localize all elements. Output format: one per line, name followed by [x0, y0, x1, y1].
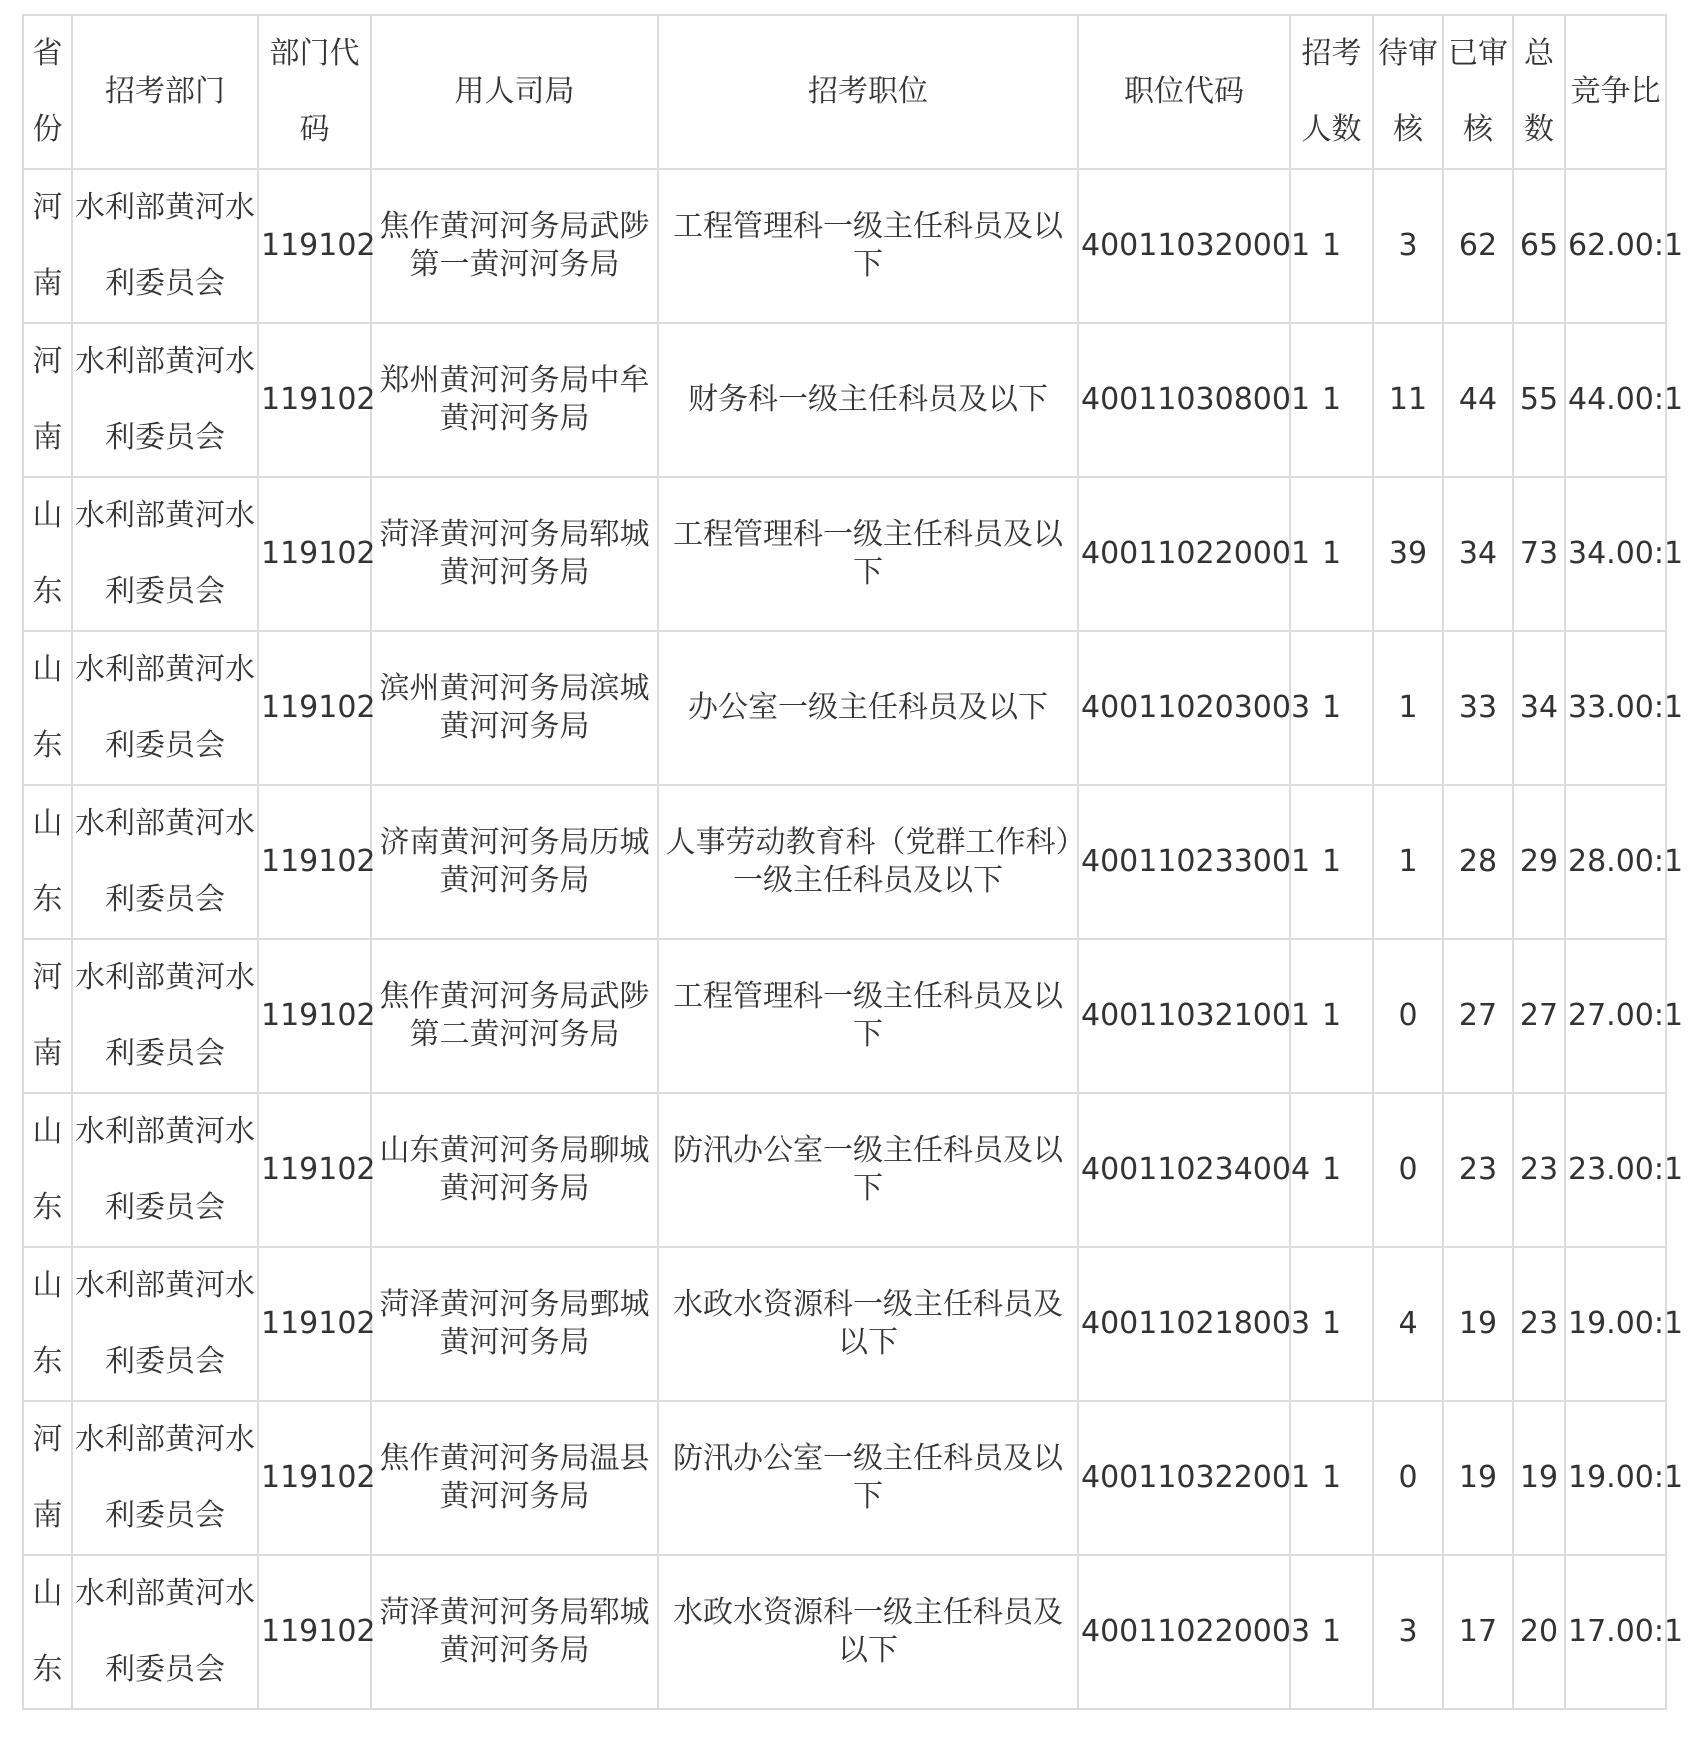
total-cell: 23: [1513, 1247, 1565, 1401]
total-cell: 55: [1513, 323, 1565, 477]
province-cell: 河南: [23, 169, 72, 323]
dept-code-cell: 119102: [258, 477, 371, 631]
dept-code-cell: 119102: [258, 1401, 371, 1555]
total-cell: 34: [1513, 631, 1565, 785]
position-code-cell: 400110321001: [1078, 939, 1290, 1093]
employing-bureau-cell: 郑州黄河河务局中牟黄河河务局: [371, 323, 658, 477]
recruit-count-cell: 1: [1290, 1247, 1373, 1401]
reviewed-cell: 19: [1443, 1401, 1513, 1555]
dept-code-cell: 119102: [258, 1555, 371, 1709]
table-row: [23, 1555, 1666, 1709]
position-cell: 水政水资源科一级主任科员及以下: [658, 1247, 1078, 1401]
dept-code-cell: 119102: [258, 785, 371, 939]
pending-cell: 0: [1373, 1401, 1443, 1555]
total-cell: 29: [1513, 785, 1565, 939]
province-cell: 河南: [23, 1401, 72, 1555]
position-code-cell: 400110320001: [1078, 169, 1290, 323]
table-row: [23, 1093, 1666, 1247]
table-row: [23, 939, 1666, 1093]
pending-cell: 39: [1373, 477, 1443, 631]
position-cell: 防汛办公室一级主任科员及以下: [658, 1401, 1078, 1555]
position-code-cell: 400110220001: [1078, 477, 1290, 631]
recruiting-dept-cell: 水利部黄河水利委员会: [72, 1247, 258, 1401]
recruiting-dept-cell: 水利部黄河水利委员会: [72, 631, 258, 785]
position-cell: 工程管理科一级主任科员及以下: [658, 477, 1078, 631]
position-cell: 办公室一级主任科员及以下: [658, 631, 1078, 785]
recruit-count-cell: 1: [1290, 1093, 1373, 1247]
province-cell: 山东: [23, 477, 72, 631]
competition-ratio-cell: 27.00:1: [1565, 939, 1666, 1093]
reviewed-cell: 27: [1443, 939, 1513, 1093]
employing-bureau-cell: 菏泽黄河河务局郓城黄河河务局: [371, 477, 658, 631]
table-row: [23, 1401, 1666, 1555]
recruit-count-cell: 1: [1290, 631, 1373, 785]
header-reviewed: 已审核: [1443, 15, 1513, 169]
header-row: [23, 15, 1666, 169]
province-cell: 山东: [23, 631, 72, 785]
competition-ratio-cell: 28.00:1: [1565, 785, 1666, 939]
position-code-cell: 400110218003: [1078, 1247, 1290, 1401]
pending-cell: 11: [1373, 323, 1443, 477]
position-code-cell: 400110203003: [1078, 631, 1290, 785]
recruit-count-cell: 1: [1290, 1555, 1373, 1709]
header-recruit-count: 招考人数: [1290, 15, 1373, 169]
province-cell: 山东: [23, 1093, 72, 1247]
competition-ratio-cell: 19.00:1: [1565, 1247, 1666, 1401]
table-row: [23, 477, 1666, 631]
employing-bureau-cell: 菏泽黄河河务局鄄城黄河河务局: [371, 1247, 658, 1401]
recruit-count-cell: 1: [1290, 323, 1373, 477]
pending-cell: 0: [1373, 939, 1443, 1093]
reviewed-cell: 19: [1443, 1247, 1513, 1401]
reviewed-cell: 28: [1443, 785, 1513, 939]
recruiting-dept-cell: 水利部黄河水利委员会: [72, 323, 258, 477]
province-cell: 山东: [23, 1247, 72, 1401]
header-recruiting-dept: 招考部门: [72, 15, 258, 169]
recruit-count-cell: 1: [1290, 477, 1373, 631]
recruit-count-cell: 1: [1290, 1401, 1373, 1555]
dept-code-cell: 119102: [258, 169, 371, 323]
recruiting-dept-cell: 水利部黄河水利委员会: [72, 785, 258, 939]
competition-ratio-cell: 62.00:1: [1565, 169, 1666, 323]
position-code-cell: 400110220003: [1078, 1555, 1290, 1709]
position-cell: 人事劳动教育科（党群工作科）一级主任科员及以下: [658, 785, 1078, 939]
position-cell: 工程管理科一级主任科员及以下: [658, 939, 1078, 1093]
header-competition-ratio: 竞争比: [1565, 15, 1666, 169]
table-row: [23, 631, 1666, 785]
total-cell: 27: [1513, 939, 1565, 1093]
total-cell: 73: [1513, 477, 1565, 631]
recruiting-dept-cell: 水利部黄河水利委员会: [72, 1555, 258, 1709]
table-body: [23, 169, 1684, 1709]
reviewed-cell: 34: [1443, 477, 1513, 631]
pending-cell: 1: [1373, 631, 1443, 785]
employing-bureau-cell: 济南黄河河务局历城黄河河务局: [371, 785, 658, 939]
employing-bureau-cell: 菏泽黄河河务局郓城黄河河务局: [371, 1555, 658, 1709]
recruiting-dept-cell: 水利部黄河水利委员会: [72, 1401, 258, 1555]
position-code-cell: 400110233001: [1078, 785, 1290, 939]
table-row: [23, 1247, 1666, 1401]
reviewed-cell: 23: [1443, 1093, 1513, 1247]
pending-cell: 4: [1373, 1247, 1443, 1401]
employing-bureau-cell: 山东黄河河务局聊城黄河河务局: [371, 1093, 658, 1247]
province-cell: 河南: [23, 939, 72, 1093]
position-cell: 防汛办公室一级主任科员及以下: [658, 1093, 1078, 1247]
competition-ratio-cell: 33.00:1: [1565, 631, 1666, 785]
table-row: [23, 323, 1666, 477]
employing-bureau-cell: 焦作黄河河务局温县黄河河务局: [371, 1401, 658, 1555]
competition-ratio-cell: 23.00:1: [1565, 1093, 1666, 1247]
position-code-cell: 400110322001: [1078, 1401, 1290, 1555]
recruiting-dept-cell: 水利部黄河水利委员会: [72, 169, 258, 323]
recruiting-dept-cell: 水利部黄河水利委员会: [72, 477, 258, 631]
data-table: [22, 14, 1684, 1710]
dept-code-cell: 119102: [258, 631, 371, 785]
competition-ratio-cell: 34.00:1: [1565, 477, 1666, 631]
position-cell: 工程管理科一级主任科员及以下: [658, 169, 1078, 323]
recruiting-dept-cell: 水利部黄河水利委员会: [72, 939, 258, 1093]
dept-code-cell: 119102: [258, 323, 371, 477]
reviewed-cell: 44: [1443, 323, 1513, 477]
province-cell: 山东: [23, 1555, 72, 1709]
position-cell: 财务科一级主任科员及以下: [658, 323, 1078, 477]
province-cell: 河南: [23, 323, 72, 477]
dept-code-cell: 119102: [258, 1247, 371, 1401]
total-cell: 19: [1513, 1401, 1565, 1555]
province-cell: 山东: [23, 785, 72, 939]
dept-code-cell: 119102: [258, 1093, 371, 1247]
recruit-count-cell: 1: [1290, 785, 1373, 939]
header-total: 总数: [1513, 15, 1565, 169]
total-cell: 65: [1513, 169, 1565, 323]
pending-cell: 3: [1373, 1555, 1443, 1709]
header-province: 省份: [23, 15, 72, 169]
pending-cell: 3: [1373, 169, 1443, 323]
reviewed-cell: 33: [1443, 631, 1513, 785]
competition-ratio-cell: 19.00:1: [1565, 1401, 1666, 1555]
total-cell: 23: [1513, 1093, 1565, 1247]
pending-cell: 0: [1373, 1093, 1443, 1247]
table-row: [23, 169, 1666, 323]
total-cell: 20: [1513, 1555, 1565, 1709]
competition-ratio-cell: 44.00:1: [1565, 323, 1666, 477]
header-position-code: 职位代码: [1078, 15, 1290, 169]
pending-cell: 1: [1373, 785, 1443, 939]
recruit-count-cell: 1: [1290, 939, 1373, 1093]
competition-ratio-cell: 17.00:1: [1565, 1555, 1666, 1709]
header-employing-bureau: 用人司局: [371, 15, 658, 169]
recruit-count-cell: 1: [1290, 169, 1373, 323]
header-dept-code: 部门代码: [258, 15, 371, 169]
reviewed-cell: 62: [1443, 169, 1513, 323]
position-code-cell: 400110308001: [1078, 323, 1290, 477]
position-cell: 水政水资源科一级主任科员及以下: [658, 1555, 1078, 1709]
employing-bureau-cell: 焦作黄河河务局武陟第一黄河河务局: [371, 169, 658, 323]
position-code-cell: 400110234004: [1078, 1093, 1290, 1247]
header-pending: 待审核: [1373, 15, 1443, 169]
employing-bureau-cell: 焦作黄河河务局武陟第二黄河河务局: [371, 939, 658, 1093]
recruiting-dept-cell: 水利部黄河水利委员会: [72, 1093, 258, 1247]
table-row: [23, 785, 1666, 939]
header-position: 招考职位: [658, 15, 1078, 169]
dept-code-cell: 119102: [258, 939, 371, 1093]
employing-bureau-cell: 滨州黄河河务局滨城黄河河务局: [371, 631, 658, 785]
reviewed-cell: 17: [1443, 1555, 1513, 1709]
